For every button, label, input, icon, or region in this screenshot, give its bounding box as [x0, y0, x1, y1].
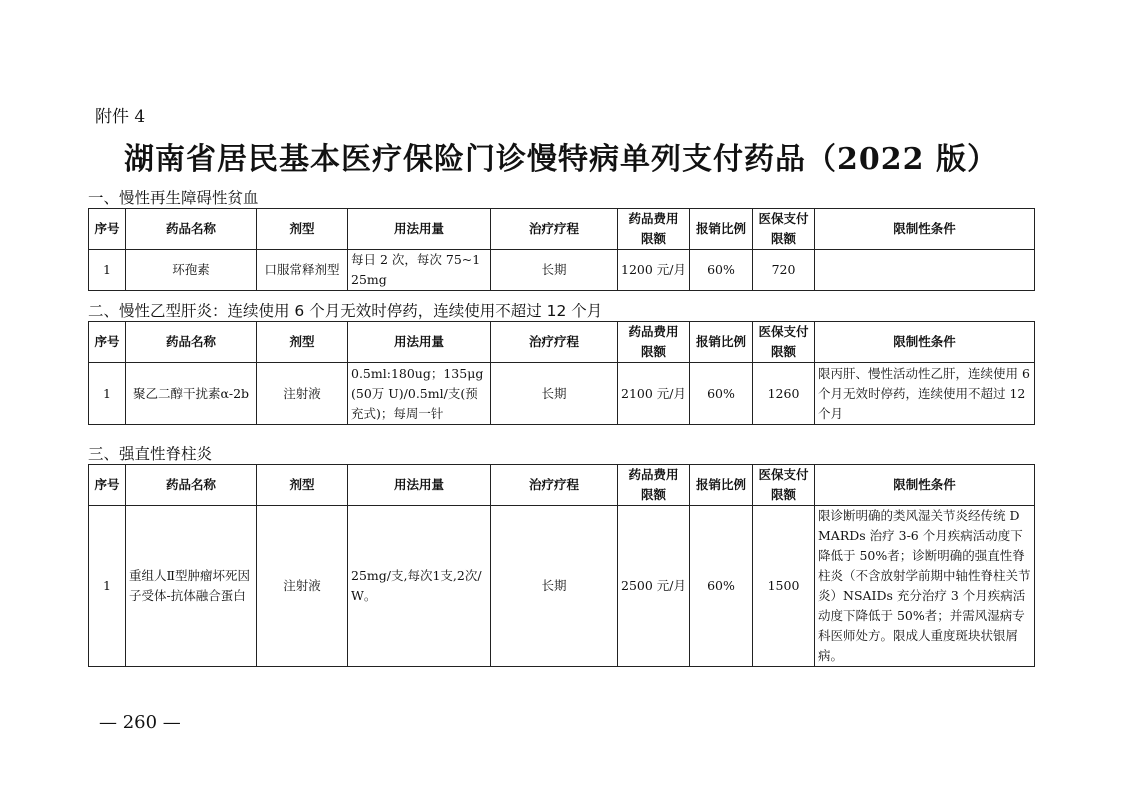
cell-ratio: 60% — [690, 250, 753, 291]
cell-no: 1 — [89, 250, 126, 291]
cell-usage: 25mg/支,每次1支,2次/W。 — [348, 506, 491, 667]
cell-cond — [815, 250, 1035, 291]
cell-pay: 720 — [753, 250, 815, 291]
cell-form: 口服常释剂型 — [257, 250, 348, 291]
cell-course: 长期 — [491, 506, 618, 667]
header-no: 序号 — [89, 322, 126, 363]
header-usage: 用法用量 — [348, 465, 491, 506]
header-name: 药品名称 — [126, 465, 257, 506]
cell-name: 聚乙二醇干扰素α-2b — [126, 363, 257, 425]
header-name: 药品名称 — [126, 322, 257, 363]
attachment-label: 附件 4 — [95, 107, 146, 127]
table-row — [89, 506, 1035, 667]
cell-ratio: 60% — [690, 506, 753, 667]
cell-pay: 1260 — [753, 363, 815, 425]
header-pay: 医保支付 限额 — [753, 322, 815, 363]
cell-pay: 1500 — [753, 506, 815, 667]
cell-name: 重组人Ⅱ型肿瘤坏死因子受体-抗体融合蛋白 — [126, 506, 257, 667]
table-row — [89, 363, 1035, 425]
cell-name: 环孢素 — [126, 250, 257, 291]
cell-no: 1 — [89, 363, 126, 425]
header-no: 序号 — [89, 209, 126, 250]
cell-cost: 2100 元/月 — [618, 363, 690, 425]
header-form: 剂型 — [257, 209, 348, 250]
header-form: 剂型 — [257, 322, 348, 363]
header-cond: 限制性条件 — [815, 322, 1035, 363]
cell-ratio: 60% — [690, 363, 753, 425]
section-title-3: 三、强直性脊柱炎 — [88, 445, 213, 463]
table-section-2 — [88, 321, 1035, 425]
header-course: 治疗疗程 — [491, 209, 618, 250]
header-cond: 限制性条件 — [815, 465, 1035, 506]
header-no: 序号 — [89, 465, 126, 506]
header-cond: 限制性条件 — [815, 209, 1035, 250]
cell-form: 注射液 — [257, 363, 348, 425]
cell-cost: 1200 元/月 — [618, 250, 690, 291]
header-cost: 药品费用 限额 — [618, 322, 690, 363]
cell-form: 注射液 — [257, 506, 348, 667]
document-title: 湖南省居民基本医疗保险门诊慢特病单列支付药品（2022 版） — [124, 142, 998, 177]
header-course: 治疗疗程 — [491, 322, 618, 363]
header-ratio: 报销比例 — [690, 209, 753, 250]
header-ratio: 报销比例 — [690, 465, 753, 506]
header-ratio: 报销比例 — [690, 322, 753, 363]
section-title-2: 二、慢性乙型肝炎：连续使用 6 个月无效时停药，连续使用不超过 12 个月 — [88, 302, 603, 320]
cell-course: 长期 — [491, 363, 618, 425]
header-name: 药品名称 — [126, 209, 257, 250]
header-usage: 用法用量 — [348, 209, 491, 250]
header-form: 剂型 — [257, 465, 348, 506]
table-header-row — [89, 322, 1035, 363]
cell-usage: 每日 2 次，每次 75~125mg — [348, 250, 491, 291]
cell-cond: 限诊断明确的类风湿关节炎经传统 DMARDs 治疗 3-6 个月疾病活动度下降低于 50%者；诊断明确的强直性脊柱炎（不含放射学前期中轴性脊柱关节炎）NSAIDs 充分治疗 3 个月疾病活动度下降低于 50%者；并需风湿病专科医师处方。限成人重度斑块状银屑病。 — [815, 506, 1035, 667]
table-header-row — [89, 465, 1035, 506]
section-title-1: 一、慢性再生障碍性贫血 — [88, 189, 259, 207]
header-cost: 药品费用 限额 — [618, 465, 690, 506]
header-pay: 医保支付 限额 — [753, 209, 815, 250]
page-number: — 260 — — [99, 712, 181, 733]
header-course: 治疗疗程 — [491, 465, 618, 506]
cell-usage: 0.5ml:180ug；135μg(50万 U)/0.5ml/支(预充式)；每周一针 — [348, 363, 491, 425]
table-header-row — [89, 209, 1035, 250]
cell-cond: 限丙肝、慢性活动性乙肝，连续使用 6 个月无效时停药，连续使用不超过 12 个月 — [815, 363, 1035, 425]
header-usage: 用法用量 — [348, 322, 491, 363]
header-cost: 药品费用 限额 — [618, 209, 690, 250]
table-section-1 — [88, 208, 1035, 291]
cell-course: 长期 — [491, 250, 618, 291]
table-row — [89, 250, 1035, 291]
cell-no: 1 — [89, 506, 126, 667]
header-pay: 医保支付 限额 — [753, 465, 815, 506]
table-section-3 — [88, 464, 1035, 667]
cell-cost: 2500 元/月 — [618, 506, 690, 667]
